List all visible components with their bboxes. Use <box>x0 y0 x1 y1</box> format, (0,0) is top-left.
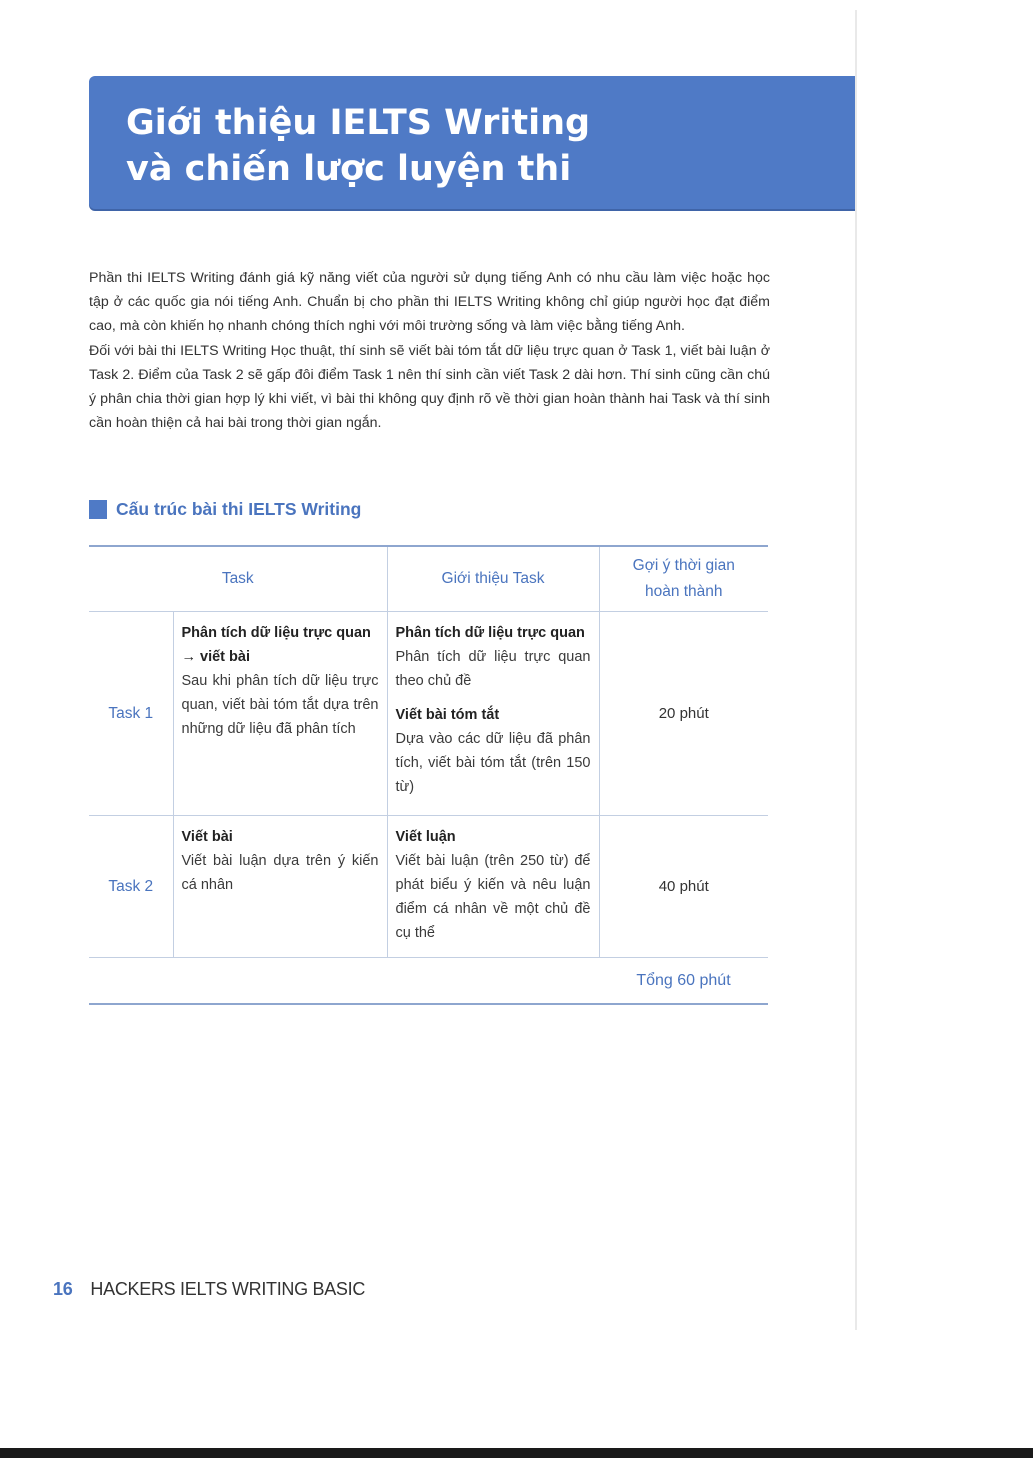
intro-paragraph-1: Phần thi IELTS Writing đánh giá kỹ năng viết của người sử dụng tiếng Anh có nhu cầu làm việc hoặc học tập ở các quốc gia nói tiếng Anh. Chuẩn bị cho phần thi IELTS Writing không chỉ giúp người học đạt điểm cao, mà còn khiến họ nhanh chóng thích nghi với môi trường sống và làm việc bằng tiếng Anh. <box>89 270 770 335</box>
header-task: Task <box>89 546 387 612</box>
task-description-body: Sau khi phân tích dữ liệu trực quan, viết bài tóm tắt dựa trên những dữ liệu đã phân tích <box>181 673 379 737</box>
page-edge-line <box>855 10 857 1330</box>
task-label: Task 1 <box>89 612 173 816</box>
task-intro-body: Viết bài luận (trên 250 từ) để phát biểu ý kiến và nêu luận điểm cá nhân về một chủ đề cụ thể <box>395 853 591 941</box>
task-description <box>173 612 387 816</box>
header-time <box>599 546 768 612</box>
writing-structure-table <box>89 545 768 1005</box>
page-title <box>126 100 590 192</box>
task-intro-title: Viết luận <box>395 829 456 845</box>
task-description-title: Phân tích dữ liệu trực quan <box>181 625 371 641</box>
page-title-line-1: Giới thiệu IELTS Writing <box>126 103 591 143</box>
header-intro: Giới thiệu Task <box>387 546 599 612</box>
heading-square-icon <box>89 500 107 519</box>
task-intro-title: Phân tích dữ liệu trực quan <box>395 625 585 641</box>
page-title-line-2: và chiến lược luyện thi <box>126 149 572 189</box>
task-time: 40 phút <box>599 816 768 958</box>
task-label: Task 2 <box>89 816 173 958</box>
task-time: 20 phút <box>599 612 768 816</box>
task-description-body: Viết bài luận dựa trên ý kiến cá nhân <box>181 853 379 893</box>
intro-text <box>89 266 770 435</box>
task-description-title-cont: → viết bài <box>181 649 250 665</box>
table-row <box>89 612 768 816</box>
total-spacer <box>89 958 599 1005</box>
task-intro-body: Dựa vào các dữ liệu đã phân tích, viết bài tóm tắt (trên 150 từ) <box>395 731 591 795</box>
task-intro-body: Phân tích dữ liệu trực quan theo chủ đề <box>395 649 591 689</box>
task-intro <box>387 816 599 958</box>
task-description-title: Viết bài <box>181 829 233 845</box>
header-time-line-1: Gợi ý thời gian <box>632 557 735 574</box>
section-heading <box>89 496 361 522</box>
total-time: Tổng 60 phút <box>599 958 768 1005</box>
header-time-line-2: hoàn thành <box>644 583 723 600</box>
task-intro-title: Viết bài tóm tắt <box>395 707 500 723</box>
table-header-row <box>89 546 768 612</box>
task-description <box>173 816 387 958</box>
table-total-row <box>89 958 768 1005</box>
page-footer <box>53 1277 365 1301</box>
book-title: HACKERS IELTS WRITING BASIC <box>90 1278 366 1299</box>
table-row <box>89 816 768 958</box>
title-banner <box>89 76 855 209</box>
section-heading-label: Cấu trúc bài thi IELTS Writing <box>116 498 362 519</box>
task-intro <box>387 612 599 816</box>
scan-bottom-band <box>0 1448 1033 1458</box>
intro-paragraph-2: Đối với bài thi IELTS Writing Học thuật, thí sinh sẽ viết bài tóm tắt dữ liệu trực quan ở Task 1, viết bài luận ở Task 2. Điểm của Task 2 sẽ gấp đôi điểm Task 1 nên thí sinh cần viết Task 2 dài hơn. Thí sinh cũng cần chú ý phân chia thời gian hợp lý khi viết, vì bài thi không quy định rõ về thời gian hoàn thành hai Task và thí sinh cần hoàn thiện cả hai bài trong thời gian ngắn. <box>89 342 770 432</box>
page-number: 16 <box>53 1278 73 1299</box>
